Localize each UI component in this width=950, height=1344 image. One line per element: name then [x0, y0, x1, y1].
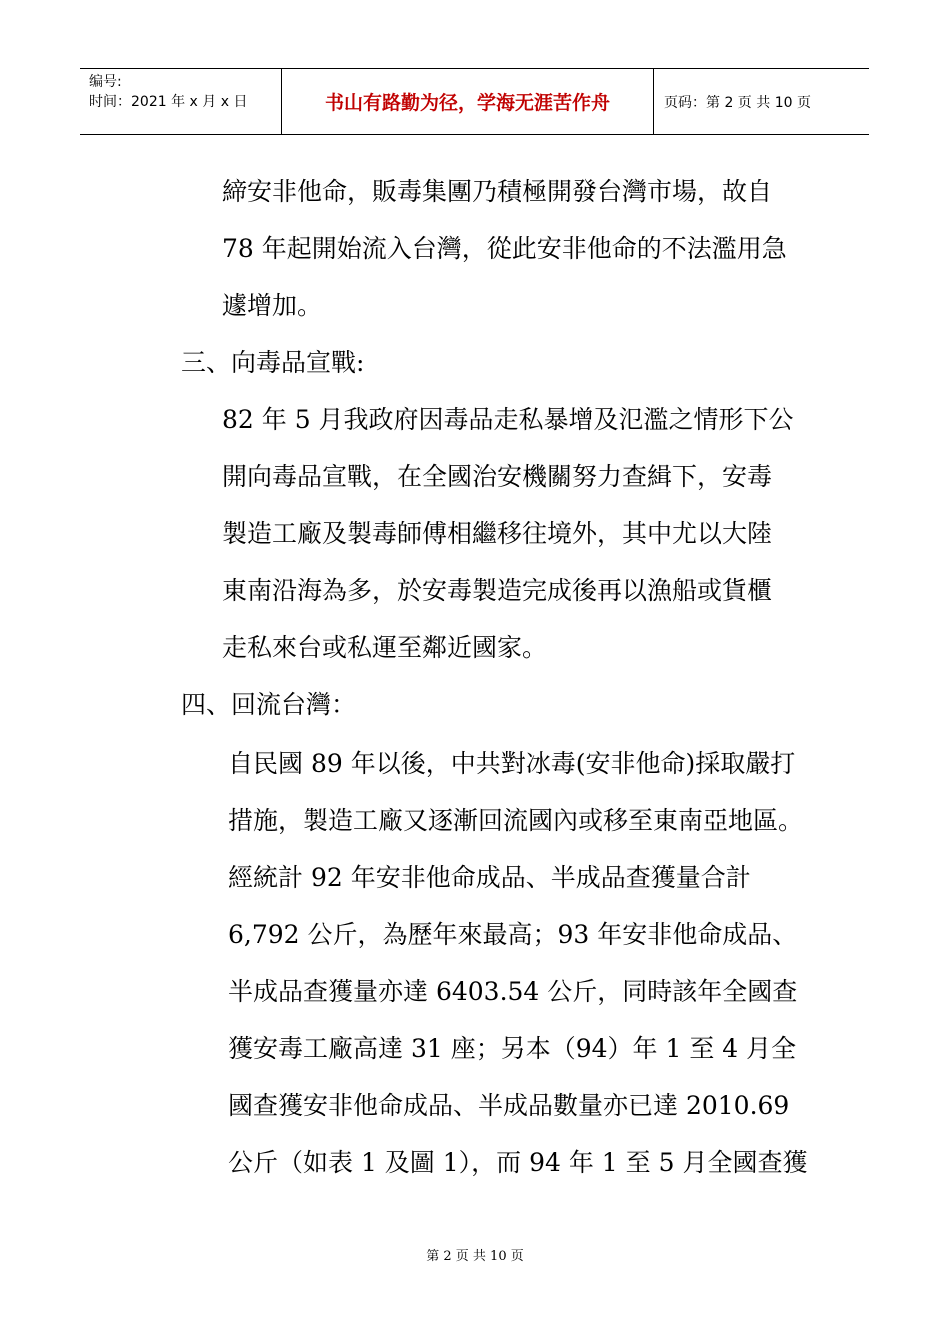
body-line: 東南沿海為多，於安毒製造完成後再以漁船或貨櫃	[222, 576, 773, 605]
header-meta	[80, 69, 281, 134]
body-line: 6,792 公斤，為歷年來最高；93 年安非他命成品、	[228, 920, 798, 949]
section-heading: 三、向毒品宣戰:	[181, 348, 365, 377]
header-page-info: 页码：第 2 页 共 10 页	[664, 94, 811, 111]
page-header	[80, 68, 869, 135]
body-line: 經統計 92 年安非他命成品、半成品查獲量合計	[228, 863, 751, 892]
header-motto: 书山有路勤为径，学海无涯苦作舟	[281, 69, 654, 134]
document-time-label: 时间：2021 年 x 月 x 日	[89, 94, 248, 110]
body-line: 半成品查獲量亦達 6403.54 公斤，同時該年全國查	[228, 977, 798, 1006]
body-line: 措施，製造工廠又逐漸回流國內或移至東南亞地區。	[228, 806, 804, 835]
body-line: 締安非他命，販毒集團乃積極開發台灣市場，故自	[222, 177, 773, 206]
body-line: 走私來台或私運至鄰近國家。	[222, 633, 548, 662]
section-heading: 四、回流台灣：	[181, 690, 357, 719]
body-line: 獲安毒工廠高達 31 座；另本（94）年 1 至 4 月全	[228, 1034, 797, 1063]
body-line: 公斤（如表 1 及圖 1），而 94 年 1 至 5 月全國查獲	[228, 1148, 808, 1177]
body-line: 製造工廠及製毒師傅相繼移往境外，其中尤以大陸	[222, 519, 773, 548]
body-line: 國查獲安非他命成品、半成品數量亦已達 2010.69	[228, 1091, 790, 1120]
body-line: 開向毒品宣戰，在全國治安機關努力查緝下，安毒	[222, 462, 773, 491]
body-line: 遽增加。	[222, 291, 323, 320]
body-line: 78 年起開始流入台灣，從此安非他命的不法濫用急	[222, 234, 787, 263]
document-number-label: 编号:	[89, 74, 122, 90]
body-line: 82 年 5 月我政府因毒品走私暴增及氾濫之情形下公	[222, 405, 794, 434]
body-line: 自民國 89 年以後，中共對冰毒(安非他命)採取嚴打	[228, 749, 796, 778]
page-footer: 第 2 页 共 10 页	[426, 1249, 524, 1264]
